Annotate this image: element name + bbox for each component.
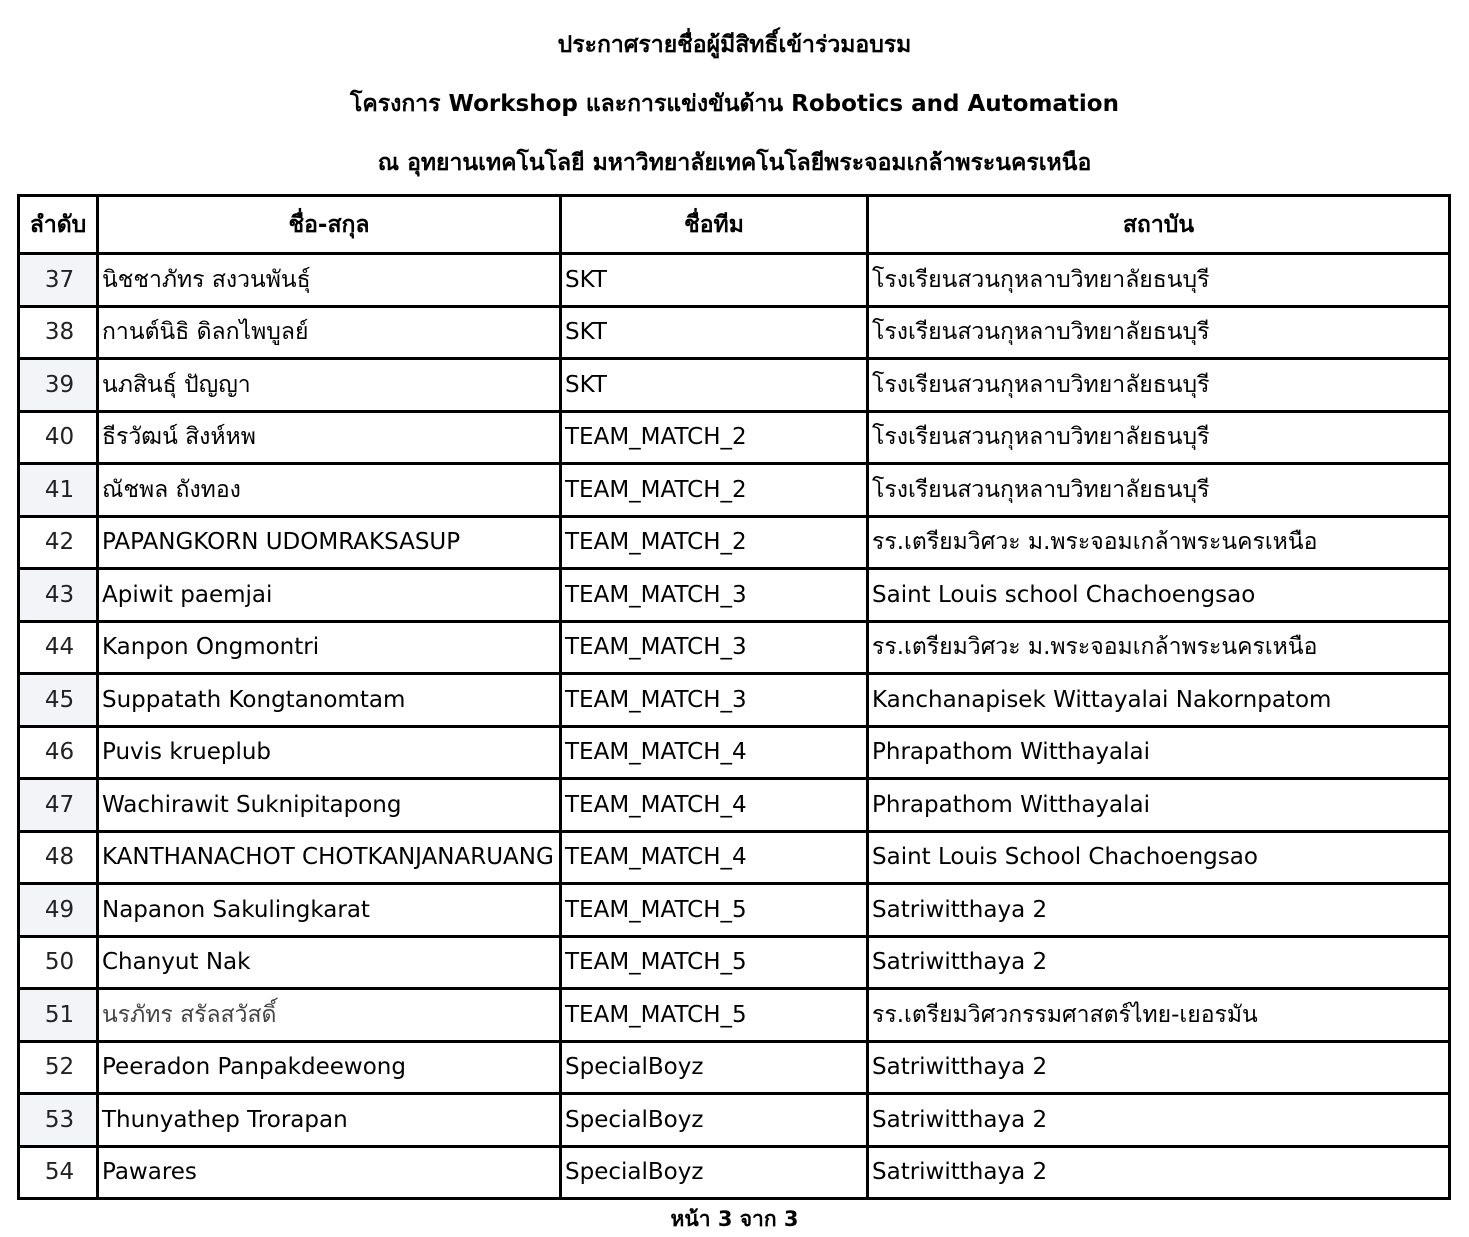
team-name: TEAM_MATCH_4 [561, 779, 868, 832]
row-number: 39 [19, 359, 98, 412]
row-number: 38 [19, 306, 98, 359]
table-row [19, 359, 1450, 412]
participant-name: นิชชาภัทร สงวนพันธุ์ [98, 254, 561, 307]
institution-name: Satriwitthaya 2 [868, 1094, 1450, 1147]
table-header-row [19, 196, 1450, 254]
table-row [19, 674, 1450, 727]
team-name: TEAM_MATCH_3 [561, 621, 868, 674]
team-name: TEAM_MATCH_2 [561, 464, 868, 517]
row-number: 45 [19, 674, 98, 727]
row-number: 52 [19, 1041, 98, 1094]
page-number: หน้า 3 จาก 3 [670, 1207, 799, 1231]
team-name: SKT [561, 359, 868, 412]
row-number: 51 [19, 989, 98, 1042]
table-row [19, 884, 1450, 937]
institution-name: รร.เตรียมวิศวกรรมศาสตร์ไทย-เยอรมัน [868, 989, 1450, 1042]
column-header-institution: สถาบัน [868, 196, 1450, 254]
team-name: TEAM_MATCH_5 [561, 936, 868, 989]
team-name: SKT [561, 254, 868, 307]
institution-name: โรงเรียนสวนกุหลาบวิทยาลัยธนบุรี [868, 464, 1450, 517]
row-number: 41 [19, 464, 98, 517]
institution-name: รร.เตรียมวิศวะ ม.พระจอมเกล้าพระนครเหนือ [868, 516, 1450, 569]
institution-name: Phrapathom Witthayalai [868, 779, 1450, 832]
institution-name: Kanchanapisek Wittayalai Nakornpatom [868, 674, 1450, 727]
participant-name: นภสินธุ์ ปัญญา [98, 359, 561, 412]
participant-name: นรภัทร สรัลสวัสดิ์ [98, 989, 561, 1042]
team-name: SpecialBoyz [561, 1094, 868, 1147]
table-row [19, 254, 1450, 307]
institution-name: Satriwitthaya 2 [868, 1146, 1450, 1199]
table-row [19, 464, 1450, 517]
participant-name: PAPANGKORN UDOMRAKSASUP [98, 516, 561, 569]
row-number: 43 [19, 569, 98, 622]
row-number: 40 [19, 411, 98, 464]
column-header-name: ชื่อ-สกุล [98, 196, 561, 254]
participant-name: กานต์นิธิ ดิลกไพบูลย์ [98, 306, 561, 359]
participant-name: Kanpon Ongmontri [98, 621, 561, 674]
table-row [19, 411, 1450, 464]
row-number: 54 [19, 1146, 98, 1199]
table-row [19, 569, 1450, 622]
team-name: TEAM_MATCH_5 [561, 989, 868, 1042]
participant-name: Apiwit paemjai [98, 569, 561, 622]
institution-name: โรงเรียนสวนกุหลาบวิทยาลัยธนบุรี [868, 359, 1450, 412]
institution-name: โรงเรียนสวนกุหลาบวิทยาลัยธนบุรี [868, 254, 1450, 307]
table-row [19, 621, 1450, 674]
team-name: TEAM_MATCH_3 [561, 569, 868, 622]
participant-name: Wachirawit Suknipitapong [98, 779, 561, 832]
table-row [19, 779, 1450, 832]
team-name: TEAM_MATCH_4 [561, 726, 868, 779]
team-name: TEAM_MATCH_2 [561, 516, 868, 569]
institution-name: รร.เตรียมวิศวะ ม.พระจอมเกล้าพระนครเหนือ [868, 621, 1450, 674]
row-number: 49 [19, 884, 98, 937]
table-row [19, 989, 1450, 1042]
participant-name: KANTHANACHOT CHOTKANJANARUANG [98, 831, 561, 884]
team-name: TEAM_MATCH_4 [561, 831, 868, 884]
institution-name: Satriwitthaya 2 [868, 936, 1450, 989]
table-row [19, 1094, 1450, 1147]
row-number: 46 [19, 726, 98, 779]
table-row [19, 306, 1450, 359]
participant-table [17, 194, 1451, 1200]
team-name: TEAM_MATCH_2 [561, 411, 868, 464]
participant-name: ธีรวัฒน์ สิงห์หพ [98, 411, 561, 464]
team-name: SpecialBoyz [561, 1041, 868, 1094]
institution-name: Saint Louis School Chachoengsao [868, 831, 1450, 884]
institution-name: Satriwitthaya 2 [868, 884, 1450, 937]
team-name: SKT [561, 306, 868, 359]
institution-name: โรงเรียนสวนกุหลาบวิทยาลัยธนบุรี [868, 306, 1450, 359]
row-number: 44 [19, 621, 98, 674]
participant-name: ณัชพล ถังทอง [98, 464, 561, 517]
team-name: TEAM_MATCH_3 [561, 674, 868, 727]
participant-name: Suppatath Kongtanomtam [98, 674, 561, 727]
row-number: 42 [19, 516, 98, 569]
column-header-number: ลำดับ [19, 196, 98, 254]
participant-name: Thunyathep Trorapan [98, 1094, 561, 1147]
team-name: TEAM_MATCH_5 [561, 884, 868, 937]
document-title: ประกาศรายชื่อผู้มีสิทธิ์เข้าร่วมอบรม [557, 32, 912, 58]
table-row [19, 831, 1450, 884]
venue-title: ณ อุทยานเทคโนโลยี มหาวิทยาลัยเทคโนโลยีพระจอมเกล้าพระนครเหนือ [377, 150, 1092, 176]
table-row [19, 516, 1450, 569]
table-row [19, 1146, 1450, 1199]
row-number: 50 [19, 936, 98, 989]
row-number: 53 [19, 1094, 98, 1147]
row-number: 37 [19, 254, 98, 307]
team-name: SpecialBoyz [561, 1146, 868, 1199]
institution-name: Saint Louis school Chachoengsao [868, 569, 1450, 622]
table-row [19, 1041, 1450, 1094]
participant-name: Puvis krueplub [98, 726, 561, 779]
institution-name: Satriwitthaya 2 [868, 1041, 1450, 1094]
project-title: โครงการ Workshop และการแข่งขันด้าน Robotics and Automation [350, 91, 1119, 117]
row-number: 47 [19, 779, 98, 832]
participant-name: Peeradon Panpakdeewong [98, 1041, 561, 1094]
row-number: 48 [19, 831, 98, 884]
participant-name: Napanon Sakulingkarat [98, 884, 561, 937]
participant-name: Pawares [98, 1146, 561, 1199]
table-row [19, 726, 1450, 779]
column-header-team: ชื่อทีม [561, 196, 868, 254]
participant-name: Chanyut Nak [98, 936, 561, 989]
institution-name: โรงเรียนสวนกุหลาบวิทยาลัยธนบุรี [868, 411, 1450, 464]
institution-name: Phrapathom Witthayalai [868, 726, 1450, 779]
table-row [19, 936, 1450, 989]
